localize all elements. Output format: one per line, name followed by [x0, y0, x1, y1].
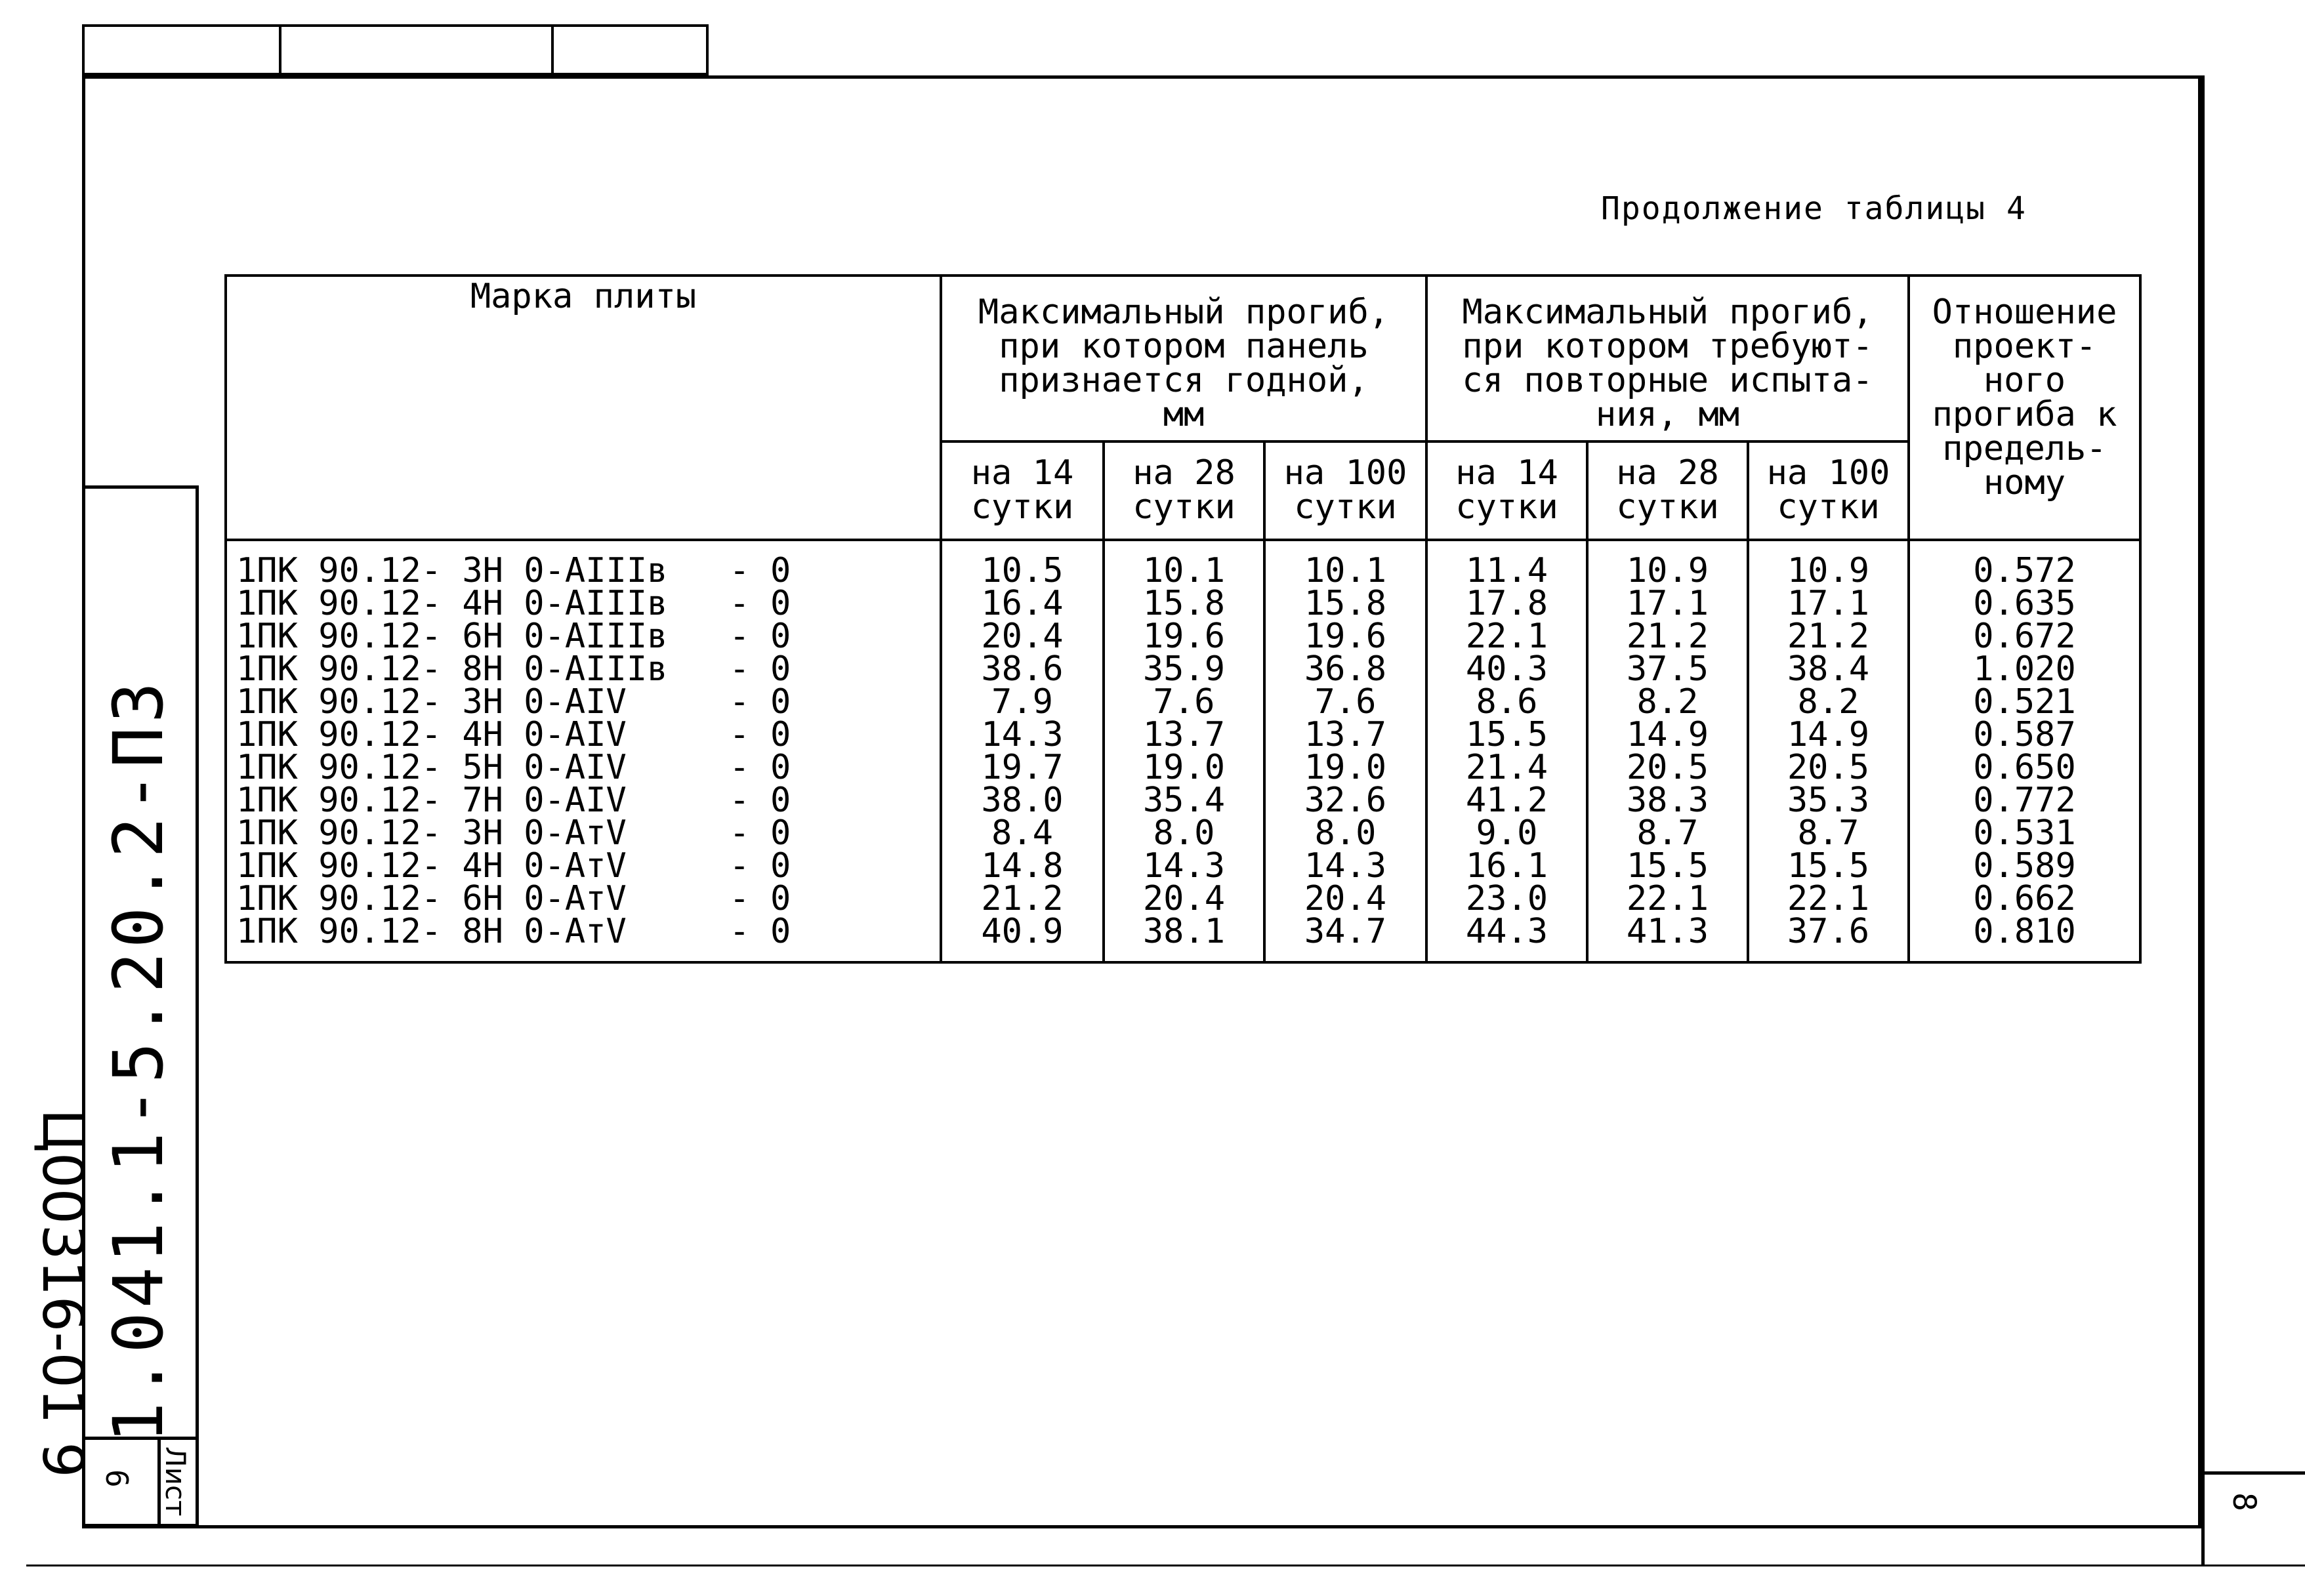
value-cell: 10.1	[1142, 551, 1226, 590]
value-cell: 35.9	[1142, 649, 1226, 689]
subheader-cell	[941, 441, 1104, 540]
value-cell: 15.5	[1465, 715, 1548, 754]
value-cell: 38.0	[981, 781, 1064, 820]
value-cell: 0.810	[1973, 912, 2076, 951]
page-box-top	[2201, 1471, 2305, 1475]
sheet-number: 6	[99, 1469, 135, 1488]
column-g14	[941, 540, 1104, 962]
value-cell: 8.2	[1636, 682, 1699, 722]
subheader-label: на 100 сутки	[1283, 453, 1407, 527]
value-cell: 0.589	[1973, 846, 2076, 886]
value-cell: 14.3	[981, 715, 1064, 754]
value-cell: 38.6	[981, 649, 1064, 689]
value-cell: 0.772	[1973, 781, 2076, 820]
subheader-cell	[1264, 441, 1426, 540]
value-cell: 19.6	[1142, 617, 1226, 656]
value-cell: 0.572	[1973, 551, 2076, 590]
value-cell: 15.5	[1626, 846, 1709, 886]
slab-mark: 1ПК 90.12- 3Н 0-AIV - 0	[236, 682, 791, 722]
header-brand-label: Марка плиты	[470, 277, 697, 316]
subheader-label: на 14 сутки	[970, 453, 1074, 527]
value-cell: 21.2	[1787, 617, 1870, 656]
value-cell: 1.020	[1973, 649, 2076, 689]
value-cell: 8.6	[1476, 682, 1538, 722]
value-cell: 40.9	[981, 912, 1064, 951]
column-r14	[1426, 540, 1587, 962]
subheader-label: на 28 сутки	[1132, 453, 1236, 527]
header-ratio	[1909, 276, 2140, 540]
header-ratio-label: Отношение проект- ного прогиба к предель- ному	[1932, 293, 2117, 502]
slab-mark: 1ПК 90.12- 7Н 0-AIV - 0	[236, 781, 791, 820]
value-cell: 20.4	[981, 617, 1064, 656]
slab-mark: 1ПК 90.12- 4Н 0-AIV - 0	[236, 715, 791, 754]
slab-mark: 1ПК 90.12- 4Н 0-AIIIв - 0	[236, 584, 791, 623]
value-cell: 14.9	[1626, 715, 1709, 754]
value-cell: 13.7	[1304, 715, 1387, 754]
top-stamp-cell	[281, 27, 554, 73]
value-cell: 20.5	[1626, 748, 1709, 787]
value-cell: 14.3	[1304, 846, 1387, 886]
value-cell: 8.7	[1797, 813, 1859, 853]
value-cell: 41.2	[1465, 781, 1548, 820]
value-cell: 22.1	[1626, 879, 1709, 918]
value-cell: 34.7	[1304, 912, 1387, 951]
value-cell: 32.6	[1304, 781, 1387, 820]
value-cell: 14.9	[1787, 715, 1870, 754]
slab-mark: 1ПК 90.12- 5Н 0-AIV - 0	[236, 748, 791, 787]
value-cell: 8.2	[1797, 682, 1859, 722]
value-cell: 10.5	[981, 551, 1064, 590]
value-cell: 15.8	[1304, 584, 1387, 623]
subheader-label: на 100 сутки	[1766, 453, 1890, 527]
value-cell: 35.4	[1142, 781, 1226, 820]
value-cell: 19.6	[1304, 617, 1387, 656]
value-cell: 15.8	[1142, 584, 1226, 623]
table-caption: Продолжение таблицы 4	[1601, 190, 2027, 227]
slab-mark: 1ПК 90.12- 6Н 0-AтV - 0	[236, 879, 791, 918]
value-cell: 40.3	[1465, 649, 1548, 689]
subheader-cell	[1104, 441, 1264, 540]
document-code: 1.041.1-5.20.2-ПЗ	[98, 678, 178, 1443]
value-cell: 8.4	[991, 813, 1053, 853]
slab-mark: 1ПК 90.12- 4Н 0-AтV - 0	[236, 846, 791, 886]
value-cell: 21.2	[1626, 617, 1709, 656]
header-group-retest	[1426, 276, 1909, 441]
value-cell: 19.7	[981, 748, 1064, 787]
value-cell: 38.3	[1626, 781, 1709, 820]
value-cell: 8.7	[1636, 813, 1699, 853]
value-cell: 8.0	[1153, 813, 1215, 853]
value-cell: 20.4	[1142, 879, 1226, 918]
slab-mark: 1ПК 90.12- 3Н 0-AтV - 0	[236, 813, 791, 853]
value-cell: 38.4	[1787, 649, 1870, 689]
value-cell: 0.587	[1973, 715, 2076, 754]
value-cell: 10.9	[1626, 551, 1709, 590]
value-cell: 37.5	[1626, 649, 1709, 689]
value-cell: 38.1	[1142, 912, 1226, 951]
value-cell: 0.662	[1973, 879, 2076, 918]
value-cell: 9.0	[1476, 813, 1538, 853]
value-cell: 17.1	[1787, 584, 1870, 623]
value-cell: 11.4	[1465, 551, 1548, 590]
value-cell: 0.672	[1973, 617, 2076, 656]
value-cell: 35.3	[1787, 781, 1870, 820]
value-cell: 22.1	[1787, 879, 1870, 918]
value-cell: 7.6	[1314, 682, 1377, 722]
value-cell: 16.4	[981, 584, 1064, 623]
header-brand	[226, 276, 941, 540]
value-cell: 16.1	[1465, 846, 1548, 886]
slab-mark: 1ПК 90.12- 8Н 0-AIIIв - 0	[236, 649, 791, 689]
value-cell: 41.3	[1626, 912, 1709, 951]
value-cell: 36.8	[1304, 649, 1387, 689]
value-cell: 20.4	[1304, 879, 1387, 918]
value-cell: 0.521	[1973, 682, 2076, 722]
right-edge-line	[2201, 75, 2205, 1565]
page-number: 8	[2226, 1492, 2262, 1511]
value-cell: 22.1	[1465, 617, 1548, 656]
value-cell: 10.1	[1304, 551, 1387, 590]
value-cell: 0.650	[1973, 748, 2076, 787]
header-group-acceptable-label: Максимальный прогиб, при котором панель признается годной, мм	[978, 293, 1390, 434]
value-cell: 0.531	[1973, 813, 2076, 853]
slab-mark: 1ПК 90.12- 8Н 0-AтV - 0	[236, 912, 791, 951]
subheader-cell	[1748, 441, 1909, 540]
value-cell: 0.635	[1973, 584, 2076, 623]
value-cell: 37.6	[1787, 912, 1870, 951]
value-cell: 17.1	[1626, 584, 1709, 623]
value-cell: 13.7	[1142, 715, 1226, 754]
value-cell: 20.5	[1787, 748, 1870, 787]
column-ratio	[1909, 540, 2140, 962]
value-cell: 19.0	[1304, 748, 1387, 787]
value-cell: 44.3	[1465, 912, 1548, 951]
value-cell: 10.9	[1787, 551, 1870, 590]
value-cell: 7.9	[991, 682, 1053, 722]
value-cell: 7.6	[1153, 682, 1215, 722]
value-cell: 21.2	[981, 879, 1064, 918]
value-cell: 8.0	[1314, 813, 1377, 853]
subheader-label: на 28 сутки	[1616, 453, 1719, 527]
bottom-line	[26, 1565, 2305, 1566]
column-g100	[1264, 540, 1426, 962]
top-stamp-strip	[82, 24, 709, 75]
top-stamp-cell	[554, 27, 706, 73]
value-cell: 14.3	[1142, 846, 1226, 886]
value-cell: 15.5	[1787, 846, 1870, 886]
column-marks	[226, 540, 941, 962]
header-group-acceptable	[941, 276, 1426, 441]
subheader-cell	[1587, 441, 1748, 540]
column-r100	[1748, 540, 1909, 962]
subheader-cell	[1426, 441, 1587, 540]
sheet-label: Лист	[159, 1446, 192, 1517]
value-cell: 23.0	[1465, 879, 1548, 918]
column-r28	[1587, 540, 1748, 962]
slab-mark: 1ПК 90.12- 3Н 0-AIIIв - 0	[236, 551, 791, 590]
value-cell: 19.0	[1142, 748, 1226, 787]
subheader-label: на 14 сутки	[1455, 453, 1558, 527]
slab-mark: 1ПК 90.12- 6Н 0-AIIIв - 0	[236, 617, 791, 656]
column-g28	[1104, 540, 1264, 962]
value-cell: 17.8	[1465, 584, 1548, 623]
header-group-retest-label: Максимальный прогиб, при котором требуют- ся повторные испыта- ния, мм	[1462, 293, 1873, 434]
value-cell: 14.8	[981, 846, 1064, 886]
archive-code: Ц00316-01 9	[30, 1109, 95, 1478]
deflection-table	[224, 274, 2142, 964]
value-cell: 21.4	[1465, 748, 1548, 787]
top-stamp-cell	[85, 27, 281, 73]
